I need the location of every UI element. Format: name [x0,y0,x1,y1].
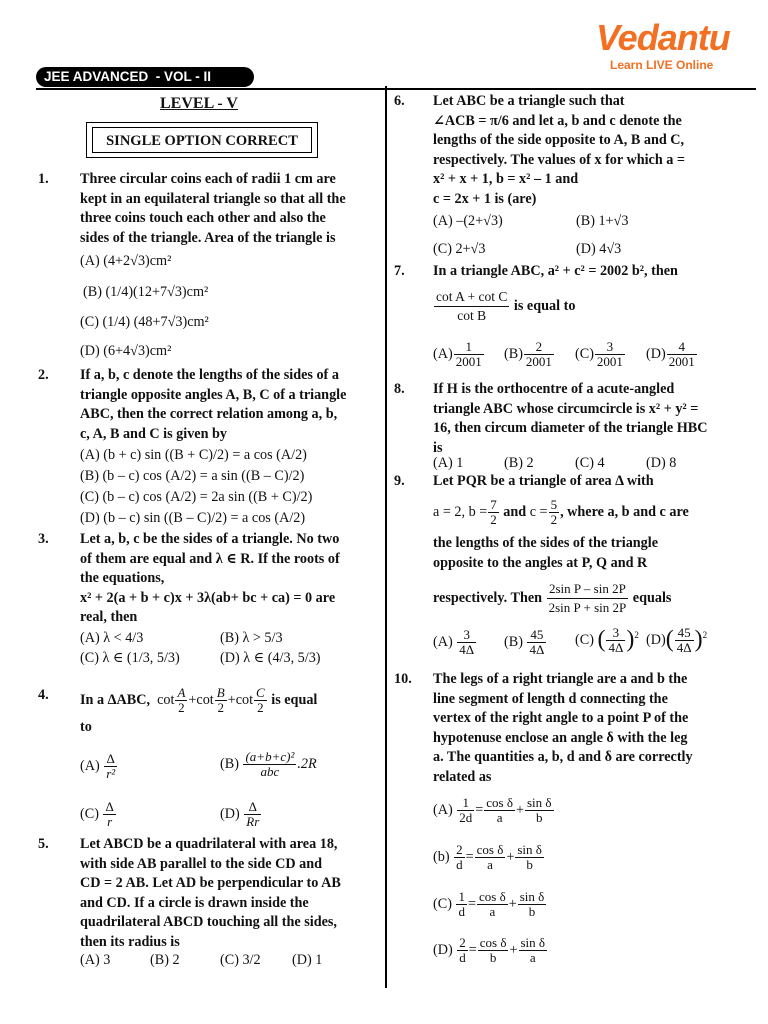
question-number: 1. [38,171,49,187]
text-line: 16, then circum diameter of the triangle HBC [433,420,708,437]
text-line: hypotenuse enclose an angle δ with the leg [433,729,688,746]
text-line: c, A, B and C is given by [80,425,228,442]
tail-text: is equal [271,691,318,708]
text-line: three coins touch each other and also the [80,210,326,227]
text-line: Let ABCD be a quadrilateral with area 18, [80,836,338,852]
option-b: (B) 1+√3 [576,213,629,229]
given-values: a = 2, b = $\frac{7}{2}$ and c = $\frac{5}{2}$ , where a, b and c are [433,497,689,527]
text-line: related as [433,768,492,785]
option-b: (B) $\frac{45}{4\Delta}$ [504,627,545,657]
text-line: Let a, b, c be the sides of a triangle. No two [80,531,340,547]
question-number: 10. [394,671,412,687]
text-line: If a, b, c denote the lengths of the sides of a [80,367,339,383]
option-c: (C) 2+√3 [433,241,486,257]
text-line: If H is the orthocentre of a acute-angled [433,381,675,397]
text-line: a. The quantities a, b, d and δ are correctly [433,749,693,766]
text-line: vertex of the right angle to a point P of the [433,710,689,727]
logo-wordmark: Vedantu [596,17,730,58]
fraction: $\frac{B}{2}$ [216,685,225,715]
fraction: $\frac{A}{2}$ [177,685,186,715]
question-number: 4. [38,687,49,703]
option-b: (B) 2 [504,455,534,471]
question-number: 5. [38,836,49,852]
option-c: (C) $\frac{1}{d}$ = $\frac{\text{cos δ}}{a}$ + $\frac{\text{sin δ}}{b}$ [433,889,545,919]
question-number: 9. [394,473,405,489]
question-text [433,472,730,492]
text-line: with side AB parallel to the side CD and [80,855,322,872]
column-divider [385,86,387,988]
option-c: (C) ( $\frac{3}{4\Delta}$ )$^2$ [575,625,639,655]
text-line: the equations, [80,570,165,587]
option-d: (D)( $\frac{45}{4\Delta}$ )$^2$ [646,625,708,655]
question-number: 6. [394,93,405,109]
text-line: line segment of length d connecting the [433,690,668,707]
text-line: The legs of a right triangle are a and b the [433,671,688,687]
text-line: ∠ACB = π/6 and let a, b and c denote the [433,112,682,129]
question-text [80,530,376,628]
option-d: (D) 1 [292,952,323,968]
text-line: Let PQR be a triangle of area Δ with [433,473,654,489]
text-line: of them are equal and λ ∈ R. If the roots of [80,550,340,567]
text-line: x² + x + 1, b = x² – 1 and [433,171,579,188]
lead-text: In a ΔABC, [80,691,150,708]
question-text [433,380,730,458]
option-c: (C) (1/4) (48+7√3)cm² [80,314,209,330]
option-b: (B) $\frac{2}{2001}$ [504,339,552,369]
text-line: In a triangle ABC, a² + c² = 2002 b², then [433,263,678,279]
option-d: (D) $\frac{2}{d}$ = $\frac{\text{cos δ}}{b}$ + $\frac{\text{sin δ}}{a}$ [433,935,546,965]
ratio-expression: respectively. Then $\frac{\text{2sin P – sin 2P}}{\text{2sin P + sin 2P}}$ equals [433,581,672,615]
option-c: (C) (b – c) cos (A/2) = 2a sin ((B + C)/2) [80,489,313,505]
text-line: the lengths of the sides of the triangle [433,535,659,551]
option-d: (D) (b – c) sin ((B – C)/2) = a cos (A/2) [80,510,306,526]
option-a: (A) $\frac{3}{4\Delta}$ [433,627,475,657]
text-line: is [433,439,443,456]
question-number: 7. [394,263,405,279]
question-number: 8. [394,381,405,397]
text-line: triangle ABC whose circumcircle is x² + y² = [433,400,699,417]
option-b: (B) λ > 5/3 [220,630,283,646]
option-a: (A) $\frac{1}{2001}$ [433,339,482,369]
text-line: real, then [80,609,138,626]
question-number: 2. [38,367,49,383]
text-line: CD = 2 AB. Let AD be perpendicular to AB [80,875,341,892]
option-c: (C) $\frac{3}{2001}$ [575,339,623,369]
level-title: LEVEL - V [160,95,238,112]
option-a: (A) $\frac{1}{2d}$ = $\frac{\text{cos δ}}{a}$ + $\frac{\text{sin δ}}{b}$ [433,795,552,825]
option-b: (B) 2 [150,952,180,968]
section-box [86,122,318,158]
option-d: (D) $\frac{4}{2001}$ [646,339,695,369]
question-9-cont [433,534,730,573]
option-c: (C) λ ∈ (1/3, 5/3) [80,650,180,666]
text-line: kept in an equilateral triangle so that all the [80,190,346,207]
option-b: (b) $\frac{2}{d}$ = $\frac{\text{cos δ}}{a}$ + $\frac{\text{sin δ}}{b}$ [433,842,542,872]
question-text [80,835,376,953]
option-a: (A) 3 [80,952,111,968]
cot-fraction: $\frac{\text{cot A + cot C}}{\text{cot B}}$ is equal to [436,289,576,323]
text-line: x² + 2(a + b + c)x + 3λ(ab+ bc + ca) = 0 are [80,589,336,606]
text-line: then its radius is [80,933,180,950]
option-a: (A) (b + c) sin ((B + C)/2) = a cos (A/2) [80,447,307,463]
option-a: (A) –(2+√3) [433,213,503,229]
option-b: (B) $\frac{\text{(a+b+c)²}}{\text{abc}}$ .2R [220,749,317,779]
option-c: (C) 4 [575,455,605,471]
section-title: SINGLE OPTION CORRECT [92,127,312,153]
option-d: (D) $\frac{\Delta}{Rr}$ [220,799,260,829]
text-line: to [80,719,92,735]
option-a: (A) $\frac{\Delta}{\text{r²}}$ [80,751,116,781]
question-text [80,170,376,248]
question-number: 3. [38,531,49,547]
option-c: (C) $\frac{\Delta}{r}$ [80,799,114,829]
text-line: c = 2x + 1 is (are) [433,190,537,207]
option-d: (D) 8 [646,455,677,471]
vedantu-logo [596,18,732,72]
option-d: (D) (6+4√3)cm² [80,343,172,359]
text-line: Let ABC be a triangle such that [433,93,625,109]
text-line: Three circular coins each of radii 1 cm are [80,171,336,187]
text-line: and CD. If a circle is drawn inside the [80,894,309,911]
option-b: (B) (1/4)(12+7√3)cm² [83,284,209,300]
option-a: (A) λ < 4/3 [80,630,144,646]
question-text [80,366,376,444]
option-d: (D) 4√3 [576,241,622,257]
question-text [433,262,730,282]
series-badge: JEE ADVANCED - VOL - II [36,67,254,87]
text-line: triangle opposite angles A, B, C of a triangle [80,386,347,403]
option-d: (D) λ ∈ (4/3, 5/3) [220,650,321,666]
logo-tagline: Learn LIVE Online [610,58,714,72]
text-line: quadrilateral ABCD touching all the sides, [80,914,337,931]
option-a: (A) 1 [433,455,464,471]
option-b: (B) (b – c) cos (A/2) = a sin ((B – C)/2) [80,468,305,484]
header-rule [36,88,756,90]
question-text [433,92,730,210]
fraction: $\frac{C}{2}$ [256,685,265,715]
option-a: (A) (4+2√3)cm² [80,253,172,269]
text-line: respectively. The values of x for which a = [433,151,686,168]
question-text [433,670,730,788]
question-text: In a ΔABC, cot $\frac{A}{2}$ +cot $\frac{B}{2}$ +cot $\frac{C}{2}$ is equal [80,685,318,715]
option-c: (C) 3/2 [220,952,261,968]
text-line: opposite to the angles at P, Q and R [433,554,648,571]
text-line: lengths of the side opposite to A, B and C, [433,132,685,149]
text-line: sides of the triangle. Area of the triangle is [80,229,336,246]
text-line: ABC, then the correct relation among a, b, [80,406,338,423]
